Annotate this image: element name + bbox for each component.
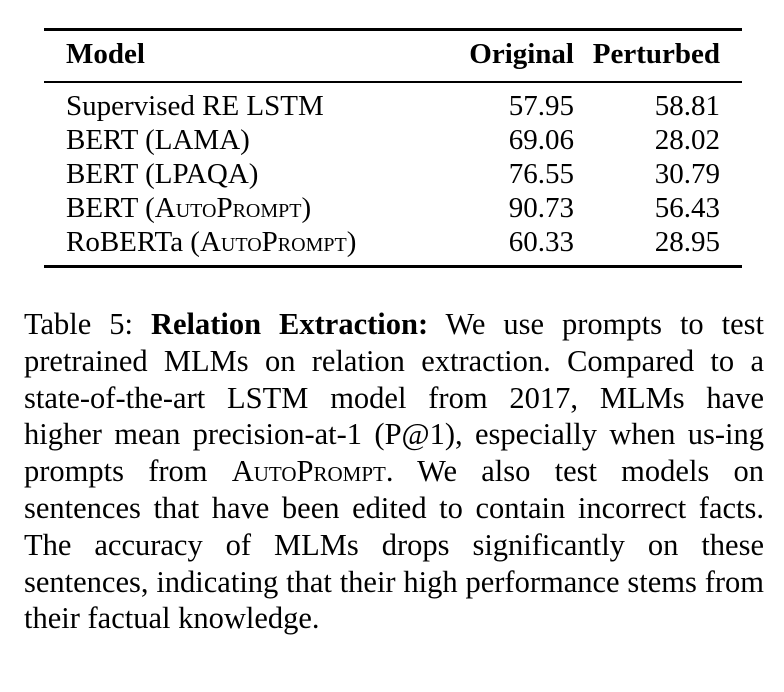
- bottom-rule: [44, 265, 742, 268]
- row-model: [44, 225, 416, 265]
- table-row: [44, 123, 742, 157]
- row-perturbed: 58.81: [654, 89, 720, 122]
- table-row: [44, 83, 742, 123]
- caption-bold-title: Relation Extraction:: [150, 307, 429, 341]
- row-model: Supervised RE LSTM: [66, 89, 324, 122]
- header-perturbed: Perturbed: [592, 38, 720, 70]
- caption-text-2: . We also test models on sentences that have been edited to contain incorrect facts. The accuracy of MLMs drops significantly on these sentences, indicating that their high performance stems from their factual knowledge.: [24, 454, 765, 636]
- caption-text-1: We use prompts to test pretrained MLMs on relation extraction. Compared to a state-of-the-art LSTM model from 2017, MLMs have higher mean precision-at-1 (P@1), especially when us-ing prompts from: [24, 307, 764, 489]
- row-perturbed: 28.95: [654, 225, 720, 258]
- table-row: [44, 157, 742, 191]
- results-table: [44, 28, 742, 268]
- row-perturbed: 28.02: [654, 123, 720, 156]
- row-perturbed: 30.79: [654, 157, 720, 190]
- row-original: 57.95: [508, 89, 574, 122]
- model-name-suffix: ): [346, 225, 357, 258]
- caption-smallcaps: AutoPrompt: [231, 454, 386, 489]
- table-row: [44, 225, 742, 265]
- caption-label: Table 5:: [24, 307, 151, 341]
- row-original: 76.55: [508, 157, 574, 190]
- row-perturbed: 56.43: [654, 191, 720, 224]
- model-name-smallcaps: AutoPrompt: [199, 225, 347, 258]
- row-model: BERT (LPAQA): [66, 157, 259, 190]
- row-original: 60.33: [508, 225, 574, 258]
- row-original: 69.06: [508, 123, 574, 156]
- row-model: [44, 191, 416, 225]
- model-name-smallcaps: AutoPrompt: [154, 191, 302, 224]
- model-name-suffix: ): [301, 191, 312, 224]
- table-row: [44, 191, 742, 225]
- header-original: Original: [469, 38, 574, 70]
- table-caption: [24, 306, 764, 637]
- model-name-prefix: BERT (: [66, 191, 155, 224]
- model-name-prefix: RoBERTa (: [66, 225, 200, 258]
- row-model: BERT (LAMA): [66, 123, 250, 156]
- table-header-row: [44, 31, 742, 81]
- row-original: 90.73: [508, 191, 574, 224]
- header-model: Model: [66, 38, 145, 70]
